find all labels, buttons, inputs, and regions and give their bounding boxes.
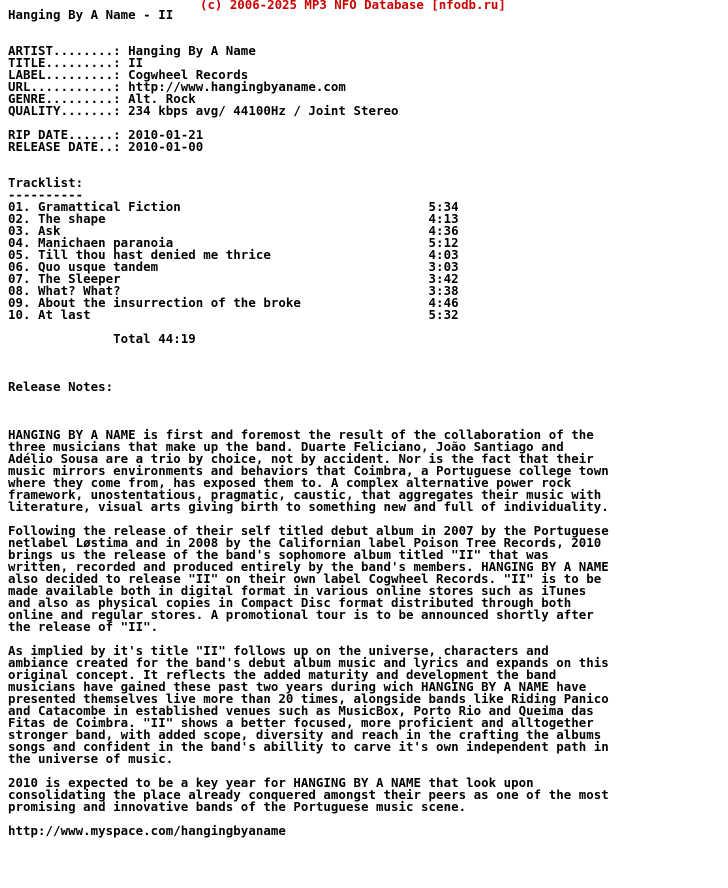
notes-line: online and regular stores. A promotional tour is to be announced shortly after xyxy=(8,607,594,622)
notes-line: songs and confident in the band's abillity to carve it's own independent path in xyxy=(8,739,609,754)
track-line: 04. Manichaen paranoia 5:12 xyxy=(8,235,459,250)
notes-line: As implied by it's title "II" follows up on the universe, characters and xyxy=(8,643,549,658)
release-title-line: Hanging By A Name - II xyxy=(8,7,174,22)
track-line: 09. About the insurrection of the broke 4:46 xyxy=(8,295,459,310)
nfodb-credit-link[interactable]: (c) 2006-2025 MP3 NFO Database [nfodb.ru] xyxy=(200,0,506,12)
notes-line: framework, unostentatious, pragmatic, caustic, that aggregates their music with xyxy=(8,487,602,502)
artist-line: ARTIST........: Hanging By A Name xyxy=(8,43,256,58)
notes-line: the release of "II". xyxy=(8,619,159,634)
notes-line: ambiance created for the band's debut album music and lyrics and expands on this xyxy=(8,655,609,670)
track-line: 03. Ask 4:36 xyxy=(8,223,459,238)
notes-line: stronger band, with added scope, diversity and reach in the crafting the albums xyxy=(8,727,602,742)
notes-line: and Catacombe in established venues such as MusicBox, Porto Rio and Queima das xyxy=(8,703,594,718)
notes-line: the universe of music. xyxy=(8,751,174,766)
release-date-line: RELEASE DATE..: 2010-01-00 xyxy=(8,139,204,154)
track-line: 07. The Sleeper 3:42 xyxy=(8,271,459,286)
rip-date-line: RIP DATE......: 2010-01-21 xyxy=(8,127,204,142)
genre-line: GENRE.........: Alt. Rock xyxy=(8,91,196,106)
track-line: 01. Gramattical Fiction 5:34 xyxy=(8,199,459,214)
track-line: 02. The shape 4:13 xyxy=(8,211,459,226)
label-line: LABEL.........: Cogwheel Records xyxy=(8,67,249,82)
notes-line: Adélio Sousa are a trio by choice, not by accident. Nor is the fact that their xyxy=(8,451,594,466)
notes-line: made available both in digital format in various online stores such as iTunes xyxy=(8,583,587,598)
notes-line: where they come from, has exposed them to. A complex alternative power rock xyxy=(8,475,572,490)
tracklist-heading: Tracklist: xyxy=(8,175,84,190)
notes-line: HANGING BY A NAME is first and foremost the result of the collaboration of the xyxy=(8,427,594,442)
notes-line: brings us the release of the band's sophomore album titled "II" that was xyxy=(8,547,549,562)
total-time-line: Total 44:19 xyxy=(8,331,196,346)
quality-line: QUALITY.......: 234 kbps avg/ 44100Hz / Joint Stereo xyxy=(8,103,399,118)
notes-line: and also as physical copies in Compact Disc format distributed through both xyxy=(8,595,572,610)
notes-line: written, recorded and produced entirely by the band's members. HANGING BY A NAME xyxy=(8,559,609,574)
url-line: URL...........: http://www.hangingbyaname.com xyxy=(8,79,346,94)
notes-line: Fitas de Coimbra. "II" shows a better focused, more proficient and alltogether xyxy=(8,715,594,730)
track-line: 06. Quo usque tandem 3:03 xyxy=(8,259,459,274)
notes-line: promising and innovative bands of the Portuguese music scene. xyxy=(8,799,467,814)
myspace-link[interactable]: http://www.myspace.com/hangingbyaname xyxy=(8,823,286,838)
notes-line: netlabel Løstima and in 2008 by the Californian label Poison Tree Records, 2010 xyxy=(8,535,602,550)
notes-line: three musicians that make up the band. Duarte Feliciano, João Santiago and xyxy=(8,439,564,454)
track-line: 10. At last 5:32 xyxy=(8,307,459,322)
title-line: TITLE.........: II xyxy=(8,55,144,70)
track-line: 05. Till thou hast denied me thrice 4:03 xyxy=(8,247,459,262)
notes-line: musicians have gained these past two years during wich HANGING BY A NAME have xyxy=(8,679,587,694)
notes-line: also decided to release "II" on their own label Cogwheel Records. "II" is to be xyxy=(8,571,602,586)
notes-line: 2010 is expected to be a key year for HANGING BY A NAME that look upon xyxy=(8,775,534,790)
notes-line: music mirrors environments and behaviors that Coimbra, a Portuguese college town xyxy=(8,463,609,478)
notes-line: consolidating the place already conquered amongst their peers as one of the most xyxy=(8,787,609,802)
notes-line: Following the release of their self titled debut album in 2007 by the Portuguese xyxy=(8,523,609,538)
notes-line: literature, visual arts giving birth to something new and full of individuality. xyxy=(8,499,609,514)
notes-line: original concept. It reflects the added maturity and development the band xyxy=(8,667,557,682)
notes-line: presented themselves live more than 20 times, alongside bands like Riding Panico xyxy=(8,691,609,706)
tracklist-underline: ---------- xyxy=(8,187,84,202)
track-line: 08. What? What? 3:38 xyxy=(8,283,459,298)
release-notes-heading: Release Notes: xyxy=(8,379,114,394)
